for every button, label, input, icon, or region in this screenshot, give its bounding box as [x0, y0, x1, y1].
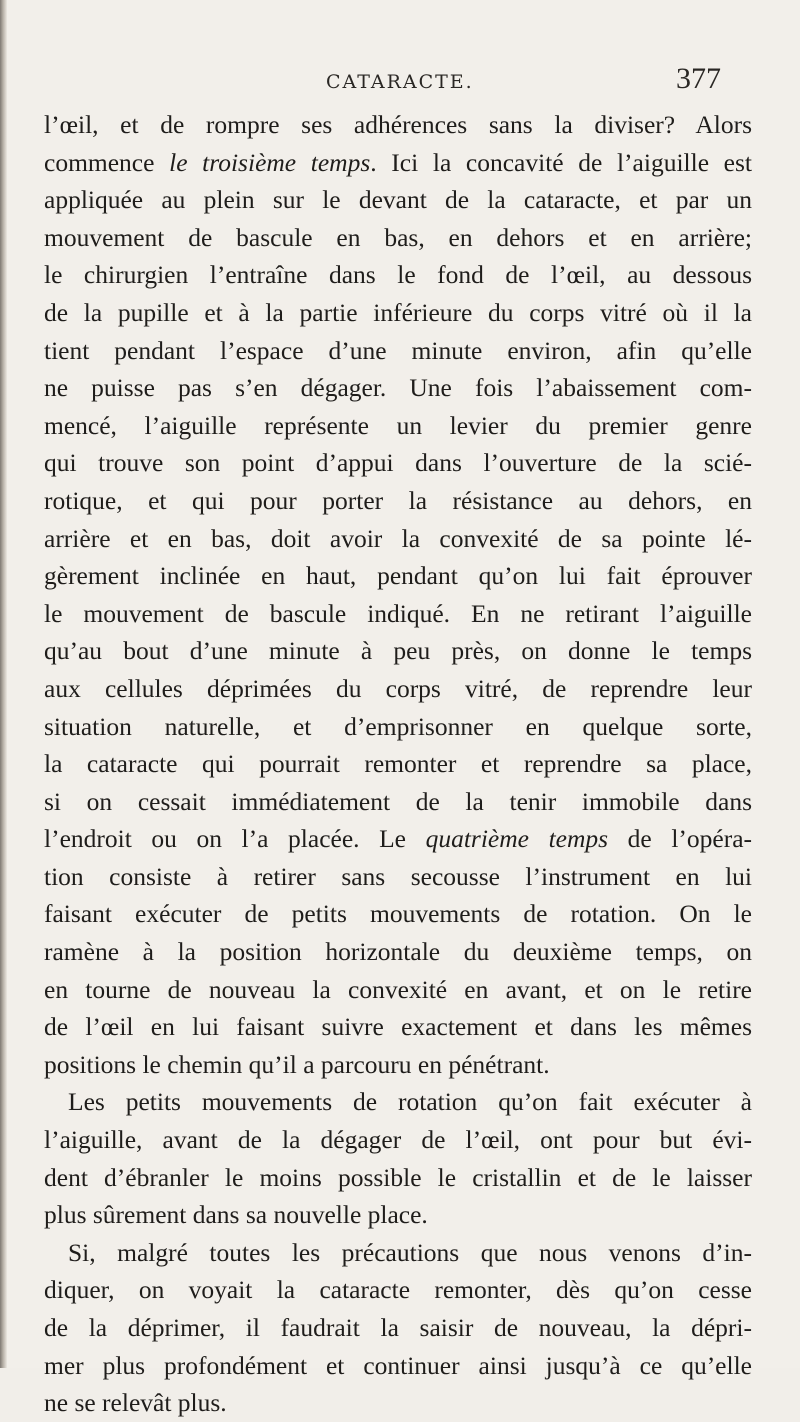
- text-line: gèrement inclinée en haut, pendant qu’on lui fait éprouver: [44, 561, 752, 591]
- text-line: dent d’ébranler le moins possible le cristallin et de le laisser: [44, 1162, 752, 1192]
- text-line: mer plus profondément et continuer ainsi jusqu’à ce qu’elle: [44, 1350, 752, 1380]
- running-title: CATARACTE.: [326, 71, 474, 93]
- italic-text: quatrième temps: [425, 824, 609, 854]
- text-line: tient pendant l’espace d’une minute environ, afin qu’elle: [44, 335, 752, 365]
- text-line: Les petits mouvements de rotation qu’on fait exécuter à: [68, 1087, 752, 1117]
- text-line: diquer, on voyait la cataracte remonter, dès qu’on cesse: [44, 1275, 752, 1305]
- text-line: la cataracte qui pourrait remonter et reprendre sa place,: [44, 749, 752, 779]
- body-text: [44, 106, 752, 1422]
- text-line: mencé, l’aiguille représente un levier du premier genre: [44, 410, 752, 440]
- text-line: en tourne de nouveau la convexité en avant, et on le retire: [44, 974, 752, 1004]
- text-line: rotique, et qui pour porter la résistance au dehors, en: [44, 485, 752, 515]
- text-line: le mouvement de bascule indiqué. En ne retirant l’aiguille: [44, 598, 752, 628]
- text-line: ramène à la position horizontale du deuxième temps, on: [44, 937, 752, 967]
- text-line: arrière et en bas, doit avoir la convexité de sa pointe lé-: [44, 523, 752, 553]
- text-line: de l’œil en lui faisant suivre exactement et dans les mêmes: [44, 1012, 752, 1042]
- text-line: de la pupille et à la partie inférieure du corps vitré où il la: [44, 297, 752, 327]
- italic-text: le troisième temps: [169, 147, 371, 177]
- text-line: qu’au bout d’une minute à peu près, on donne le temps: [44, 636, 752, 666]
- text-line: faisant exécuter de petits mouvements de rotation. On le: [44, 899, 752, 929]
- text-line: l’endroit ou on l’a placée. Le quatrième temps de l’opéra-: [44, 824, 753, 854]
- text-line: appliquée au plein sur le devant de la cataracte, et par un: [44, 185, 752, 215]
- text-line: mouvement de bascule en bas, en dehors et en arrière;: [44, 222, 752, 252]
- page-header: [0, 62, 800, 102]
- text-line: situation naturelle, et d’emprisonner en quelque sorte,: [44, 711, 752, 741]
- text-line: aux cellules déprimées du corps vitré, de reprendre leur: [44, 673, 752, 703]
- text-line: ne puisse pas s’en dégager. Une fois l’abaissement com-: [44, 373, 752, 403]
- page-number: 377: [676, 62, 721, 95]
- page-gutter-shadow: [0, 0, 7, 1368]
- text-line: l’œil, et de rompre ses adhérences sans la diviser? Alors: [44, 110, 752, 139]
- text-line: positions le chemin qu’il a parcouru en pénétrant.: [44, 1049, 550, 1079]
- text-line: le chirurgien l’entraîne dans le fond de l’œil, au dessous: [44, 260, 752, 290]
- text-line: commence le troisième temps. Ici la concavité de l’aiguille est: [44, 147, 753, 177]
- text-line: Si, malgré toutes les précautions que nous venons d’in-: [68, 1237, 752, 1267]
- text-line: qui trouve son point d’appui dans l’ouverture de la scié-: [44, 448, 752, 478]
- text-line: plus sûrement dans sa nouvelle place.: [44, 1200, 428, 1230]
- text-line: de la déprimer, il faudrait la saisir de nouveau, la dépri-: [44, 1313, 752, 1342]
- text-line: si on cessait immédiatement de la tenir immobile dans: [44, 786, 752, 816]
- text-line: l’aiguille, avant de la dégager de l’œil, ont pour but évi-: [44, 1125, 752, 1155]
- text-line: tion consiste à retirer sans secousse l’instrument en lui: [44, 861, 752, 891]
- text-line: ne se relevât plus.: [44, 1388, 227, 1418]
